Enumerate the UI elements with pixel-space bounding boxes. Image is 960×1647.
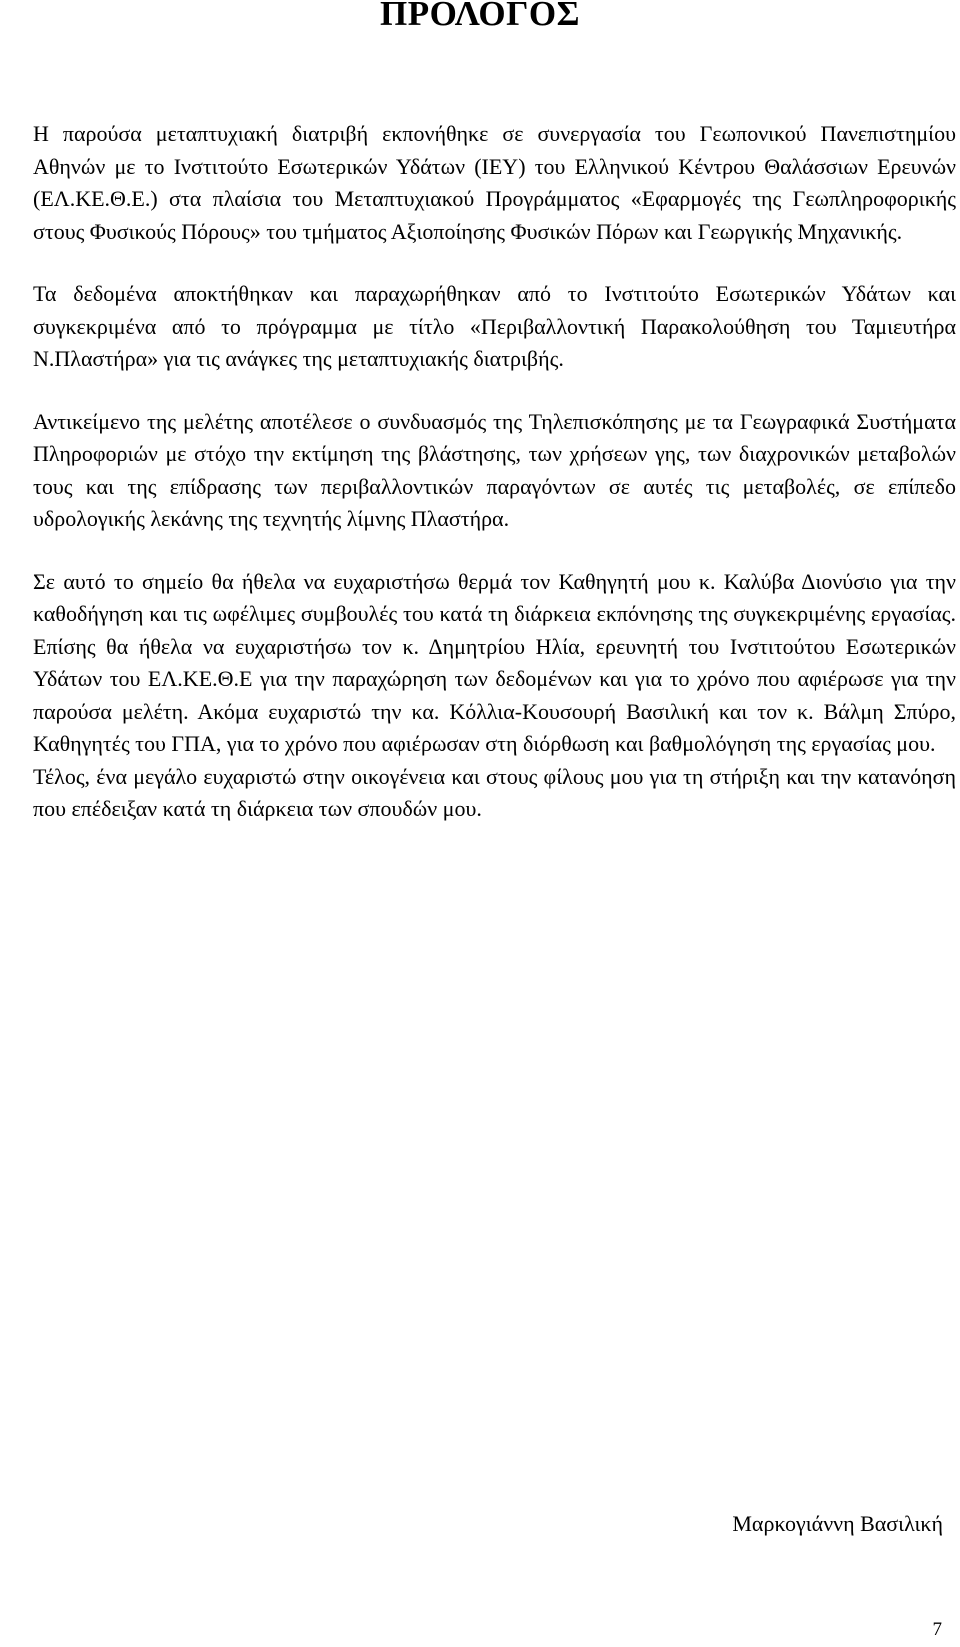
paragraph-acknowledgements: Σε αυτό το σημείο θα ήθελα να ευχαριστήσω θερμά τον Καθηγητή μου κ. Καλύβα Διονύσιο για την καθοδήγηση και τις ωφέλιμες συμβουλές του κατά τη διάρκεια εκπόνησης της συγκεκριμένης εργασίας. Επίσης θα ήθελα να ευχαριστήσω τον κ. Δημητρίου Ηλία, ερευνητή του Ινστιτούτου Εσωτερικών Υδάτων του ΕΛ.ΚΕ.Θ.Ε για την παραχώρηση των δεδομένων και για το χρόνο που αφιέρωσε για την παρούσα μελέτη. Ακόμα ευχαριστώ την κα. Κόλλια-Κουσουρή Βασιλική και τον κ. Βάλμη Σπύρο, Καθηγητές του ΓΠΑ, για το χρόνο που αφιέρωσαν στη διόρθωση και βαθμολόγηση της εργασίας μου. (33, 568, 956, 756)
page-title: ΠΡΟΛΟΓΟΣ (380, 0, 580, 33)
page-number: 7 (932, 1619, 942, 1640)
paragraph-data-source: Τα δεδομένα αποκτήθηκαν και παραχωρήθηκαν από το Ινστιτούτο Εσωτερικών Υδάτων και συγκεκριμένα από το πρόγραμμα με τίτλο «Περιβαλλοντική Παρακολούθηση του Ταμιευτήρα Ν.Πλαστήρα» για τις ανάγκες της μεταπτυχιακής διατριβής. (33, 281, 956, 371)
document-body (33, 118, 956, 826)
paragraph-study-subject: Αντικείμενο της μελέτης αποτέλεσε ο συνδυασμός της Τηλεπισκόπησης με τα Γεωγραφικά Συστήματα Πληροφοριών με στόχο την εκτίμηση της βλάστησης, των χρήσεων γης, των διαχρονικών μεταβολών τους και της επίδρασης των περιβαλλοντικών παραγόντων σε αυτές τις μεταβολές, σε επίπεδο υδρολογικής λεκάνης της τεχνητής λίμνης Πλαστήρα. (33, 408, 956, 531)
paragraph-closing-thanks: Τέλος, ένα μεγάλο ευχαριστώ στην οικογένεια και στους φίλους μου για τη στήριξη και την κατανόηση που επέδειξαν κατά τη διάρκεια των σπουδών μου. (33, 763, 956, 821)
author-signature: Μαρκογιάννη Βασιλική (732, 1511, 943, 1536)
paragraph-intro: Η παρούσα μεταπτυχιακή διατριβή εκπονήθηκε σε συνεργασία του Γεωπονικού Πανεπιστημίου Αθηνών με το Ινστιτούτο Εσωτερικών Υδάτων (ΙΕΥ) του Ελληνικού Κέντρου Θαλάσσιων Ερευνών (ΕΛ.ΚΕ.Θ.Ε.) στα πλαίσια του Μεταπτυχιακού Προγράμματος «Εφαρμογές της Γεωπληροφορικής στους Φυσικούς Πόρους» του τμήματος Αξιοποίησης Φυσικών Πόρων και Γεωργικής Μηχανικής. (33, 121, 956, 244)
